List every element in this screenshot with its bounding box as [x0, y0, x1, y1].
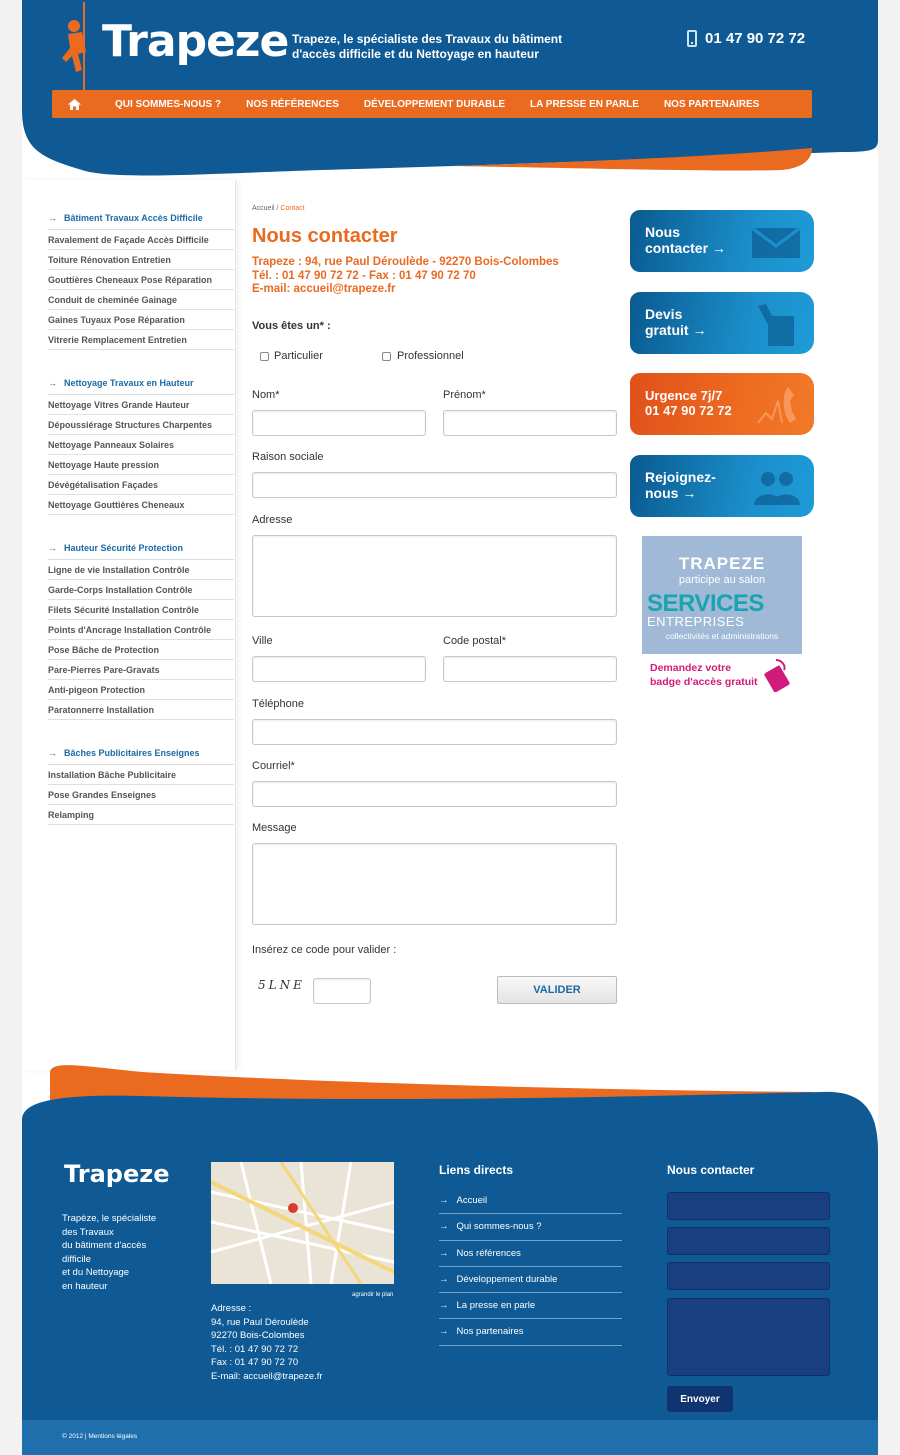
logo-text: Trapeze [102, 16, 289, 67]
salon-banner[interactable] [642, 536, 802, 654]
label-courriel: Courriel* [252, 760, 295, 772]
sidebar-category-title[interactable] [48, 748, 234, 765]
footer-message-textarea[interactable] [667, 1298, 830, 1376]
arrow-right-icon: → [48, 543, 57, 553]
footer-bottom-bar [22, 1420, 878, 1455]
breadcrumb-current: Contact [280, 205, 305, 212]
captcha-input[interactable] [313, 978, 371, 1004]
main-nav [52, 90, 812, 118]
arrow-right-icon: → [439, 1221, 449, 1233]
badge-icon [762, 658, 794, 692]
courriel-input[interactable] [252, 781, 617, 807]
code-postal-input[interactable] [443, 656, 617, 682]
footer-phone-input[interactable] [667, 1262, 830, 1290]
contact-phone-fax: Tél. : 01 47 90 72 72 - Fax : 01 47 90 72 70 [252, 269, 476, 282]
sidebar-category [48, 213, 234, 350]
nous-contacter-line1: Nous [645, 224, 680, 240]
footer-link-label: Nos partenaires [456, 1326, 524, 1338]
rejoignez-nous-button[interactable] [630, 455, 814, 517]
footer-contact-title: Nous contacter [667, 1163, 755, 1177]
arrow-right-icon: → [48, 748, 57, 758]
sidebar-item[interactable]: Points d'Ancrage Installation Contrôle [48, 620, 234, 640]
devis-line2: gratuit → [645, 322, 707, 338]
site-header [22, 0, 878, 180]
map-graphic [211, 1162, 394, 1284]
contact-address: Trapeze : 94, rue Paul Déroulède - 92270 Bois-Colombes [252, 256, 559, 268]
footer-tagline-line: difficile [62, 1253, 91, 1265]
label-ville: Ville [252, 635, 273, 647]
urgence-line2: 01 47 90 72 72 [645, 403, 732, 418]
breadcrumb-separator: / [274, 205, 281, 212]
nom-input[interactable] [252, 410, 426, 436]
sidebar-category-title[interactable] [48, 378, 234, 395]
footer-link[interactable] [439, 1319, 622, 1345]
footer-address-line: Adresse : [211, 1303, 252, 1314]
checkbox-professionnel[interactable] [382, 352, 391, 361]
envelope-icon [750, 220, 804, 262]
mobile-phone-icon [687, 30, 697, 47]
badge-line1: Demandez votre [650, 662, 732, 674]
salon-participe: participe au salon [678, 574, 766, 586]
badge-text [650, 661, 758, 689]
prenom-input[interactable] [443, 410, 617, 436]
footer-email-input[interactable] [667, 1227, 830, 1255]
captcha-label: Insérez ce code pour valider : [252, 944, 397, 956]
header-phone [687, 30, 805, 47]
sidebar-item[interactable]: Gouttières Cheneaux Pose Réparation [48, 270, 234, 290]
sidebar-item[interactable]: Nettoyage Haute pression [48, 455, 234, 475]
footer-tagline-line: des Travaux [62, 1226, 114, 1238]
footer-link-label: Développement durable [456, 1273, 558, 1285]
breadcrumb-home[interactable]: Accueil [252, 205, 275, 212]
label-adresse: Adresse [252, 514, 293, 526]
header-tagline: Trapeze, le spécialiste des Travaux du bâtiment d'accès difficile et du Nettoyage en hauteur [292, 32, 563, 61]
nav-developpement-durable[interactable]: DÉVELOPPEMENT DURABLE [363, 98, 506, 110]
footer-link[interactable] [439, 1188, 622, 1214]
contact-info [252, 256, 618, 297]
message-textarea[interactable] [252, 843, 617, 925]
sidebar-item[interactable]: Nettoyage Vitres Grande Hauteur [48, 395, 234, 415]
label-prenom: Prénom* [443, 389, 486, 401]
footer-link[interactable] [439, 1214, 622, 1240]
sidebar-item[interactable]: Ravalement de Façade Accès Difficile [48, 230, 234, 250]
label-code-postal: Code postal* [443, 635, 506, 647]
sidebar-item[interactable]: Pose Grandes Enseignes [48, 785, 234, 805]
sidebar-category-title[interactable] [48, 543, 234, 560]
sidebar-item[interactable]: Conduit de cheminée Gainage [48, 290, 234, 310]
sidebar-item[interactable]: Pose Bâche de Protection [48, 640, 234, 660]
location-map[interactable] [211, 1162, 394, 1284]
sidebar-item[interactable]: Garde-Corps Installation Contrôle [48, 580, 234, 600]
footer-link[interactable] [439, 1267, 622, 1293]
people-group-icon [750, 465, 804, 507]
raison-sociale-input[interactable] [252, 472, 617, 498]
pen-document-icon [754, 302, 804, 348]
sidebar-item[interactable]: Filets Sécurité Installation Contrôle [48, 600, 234, 620]
sidebar-category [48, 748, 234, 825]
sidebar-item[interactable]: Dépoussiérage Structures Charpentes [48, 415, 234, 435]
label-professionnel: Professionnel [397, 350, 464, 362]
rejoignez-line1: Rejoignez- [645, 469, 716, 485]
sidebar-item[interactable]: Dévégétalisation Façades [48, 475, 234, 495]
sidebar-category-label: Hauteur Sécurité Protection [64, 543, 184, 553]
nav-partenaires[interactable]: NOS PARTENAIRES [663, 98, 760, 110]
sidebar-category-label: Bâches Publicitaires Enseignes [64, 748, 200, 758]
site-footer [22, 1060, 878, 1455]
copyright-text[interactable]: © 2012 | Mentions légales [62, 1433, 138, 1440]
footer-tagline-line: en hauteur [62, 1280, 108, 1292]
sidebar-item[interactable]: Pare-Pierres Pare-Gravats [48, 660, 234, 680]
footer-link-label: Nos références [456, 1247, 521, 1259]
badge-banner[interactable] [642, 654, 802, 696]
arrow-right-icon: → [439, 1300, 449, 1312]
enlarge-map-link[interactable]: agrandir le plan [352, 1292, 394, 1298]
captcha-image: 5LNE [258, 978, 305, 992]
footer-tagline-line: et du Nettoyage [62, 1267, 130, 1279]
sidebar-item[interactable]: Paratonnerre Installation [48, 700, 234, 720]
sidebar-item[interactable]: Vitrerie Remplacement Entretien [48, 330, 234, 350]
sidebar-category-label: Nettoyage Travaux en Hauteur [64, 378, 194, 388]
footer-link-label: Qui sommes-nous ? [456, 1221, 542, 1233]
footer-link[interactable] [439, 1241, 622, 1267]
checkbox-particulier[interactable] [260, 352, 269, 361]
valider-button[interactable]: VALIDER [497, 976, 617, 1004]
header-phone-number: 01 47 90 72 72 [705, 30, 806, 47]
adresse-textarea[interactable] [252, 535, 617, 617]
footer-links-title: Liens directs [439, 1163, 514, 1177]
footer-address-line: Tél. : 01 47 90 72 72 [211, 1343, 299, 1355]
rejoignez-line2: nous → [645, 485, 697, 501]
sidebar-category-title[interactable] [48, 213, 234, 230]
footer-link-label: La presse en parle [456, 1300, 536, 1312]
sidebar-item[interactable]: Nettoyage Panneaux Solaires [48, 435, 234, 455]
ville-input[interactable] [252, 656, 426, 682]
sidebar-item[interactable]: Ligne de vie Installation Contrôle [48, 560, 234, 580]
telephone-handset-icon [754, 383, 804, 429]
climber-icon [52, 2, 104, 92]
footer-name-input[interactable] [667, 1192, 830, 1220]
page-title: Nous contacter [252, 225, 398, 247]
arrow-right-icon: → [48, 213, 57, 223]
salon-trapeze: TRAPEZE [678, 554, 766, 573]
nav-references[interactable]: NOS RÉFÉRENCES [246, 98, 339, 110]
nous-contacter-button[interactable] [630, 210, 814, 272]
sidebar-item[interactable]: Toiture Rénovation Entretien [48, 250, 234, 270]
arrow-right-icon: → [439, 1326, 449, 1338]
label-message: Message [252, 822, 297, 834]
sidebar-item[interactable]: Installation Bâche Publicitaire [48, 765, 234, 785]
label-nom: Nom* [252, 389, 280, 401]
arrow-right-icon: → [48, 378, 57, 388]
arrow-right-icon: → [439, 1247, 449, 1259]
client-type-label: Vous êtes un* : [252, 320, 331, 332]
footer-address [211, 1302, 323, 1384]
sidebar-item[interactable]: Relamping [48, 805, 234, 825]
label-telephone: Téléphone [252, 698, 304, 710]
arrow-right-icon: → [439, 1273, 449, 1285]
footer-address-line: E-mail: accueil@trapeze.fr [211, 1370, 323, 1382]
footer-tagline-line: du bâtiment d'accès [62, 1240, 147, 1252]
sidebar-item[interactable]: Nettoyage Gouttières Cheneaux [48, 495, 234, 515]
home-icon [68, 99, 81, 110]
sidebar-category [48, 378, 234, 515]
breadcrumb [252, 205, 618, 212]
salon-entreprises: ENTREPRISES [647, 614, 745, 629]
footer-tagline [62, 1212, 182, 1294]
sidebar-item[interactable]: Gaines Tuyaux Pose Réparation [48, 310, 234, 330]
salon-services: SERVICES [647, 590, 764, 617]
sidebar-item[interactable]: Anti-pigeon Protection [48, 680, 234, 700]
urgence-line1: Urgence 7j/7 [645, 388, 723, 403]
site-logo[interactable] [52, 10, 289, 80]
nav-qui-sommes-nous[interactable]: QUI SOMMES-NOUS ? [115, 98, 222, 110]
footer-logo[interactable]: Trapeze [64, 1160, 170, 1188]
footer-links [439, 1188, 622, 1346]
nous-contacter-line2: contacter → [645, 240, 726, 256]
sidebar-category [48, 543, 234, 720]
label-particulier: Particulier [274, 350, 323, 362]
footer-link-label: Accueil [456, 1195, 488, 1206]
sidebar-category-label: Bâtiment Travaux Accès Difficile [64, 213, 203, 223]
footer-tagline-line: Trapèze, le spécialiste [62, 1213, 157, 1224]
telephone-input[interactable] [252, 719, 617, 745]
footer-link[interactable] [439, 1293, 622, 1319]
nav-home[interactable] [52, 90, 96, 118]
nav-presse[interactable]: LA PRESSE EN PARLE [530, 98, 639, 110]
footer-address-line: 94, rue Paul Déroulède [211, 1316, 309, 1328]
sidebar [22, 180, 236, 1070]
envoyer-button[interactable]: Envoyer [667, 1386, 733, 1412]
urgence-button[interactable] [630, 373, 814, 435]
label-raison-sociale: Raison sociale [252, 451, 324, 463]
arrow-right-icon: → [439, 1195, 449, 1206]
main-content [252, 205, 618, 297]
contact-email: E-mail: accueil@trapeze.fr [252, 283, 396, 295]
badge-line2: badge d'accès gratuit [650, 676, 758, 688]
footer-address-line: Fax : 01 47 90 72 70 [211, 1357, 299, 1369]
devis-line1: Devis [645, 306, 683, 322]
devis-gratuit-button[interactable] [630, 292, 814, 354]
footer-address-line: 92270 Bois-Colombes [211, 1330, 305, 1342]
salon-collectivites: collectivités et administrations [665, 631, 779, 641]
